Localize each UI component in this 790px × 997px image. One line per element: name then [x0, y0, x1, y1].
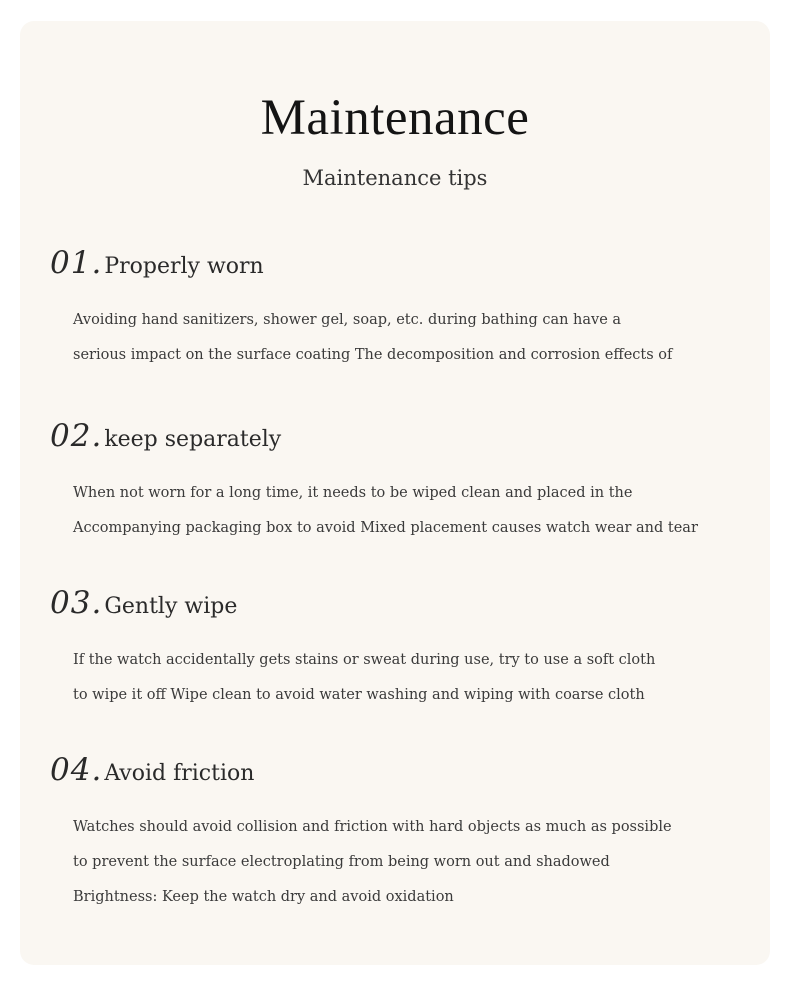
- tip-number: 01.: [50, 245, 103, 281]
- tip-title: Properly worn: [104, 254, 264, 279]
- tip-body: [50, 810, 770, 915]
- tip-line: When not worn for a long time, it needs to be wiped clean and placed in the: [73, 485, 633, 501]
- tip-line: serious impact on the surface coating The decomposition and corrosion effects of: [73, 347, 673, 363]
- tip-title: keep separately: [104, 427, 282, 452]
- tip-body: [50, 303, 770, 373]
- tip-line: Watches should avoid collision and friction with hard objects as much as possible: [73, 819, 672, 835]
- tip-line: to prevent the surface electroplating from being worn out and shadowed: [73, 854, 610, 870]
- tip-number: 02.: [50, 418, 103, 454]
- tip-title: Gently wipe: [104, 594, 238, 619]
- tip-section-1: [50, 245, 770, 373]
- tip-heading: [50, 585, 770, 629]
- tip-number: 04.: [50, 752, 103, 788]
- tip-number: 03.: [50, 585, 103, 621]
- tip-section-3: [50, 585, 770, 713]
- tip-body: [50, 476, 770, 546]
- tip-line: Accompanying packaging box to avoid Mixed placement causes watch wear and tear: [73, 520, 698, 536]
- tip-title: Avoid friction: [104, 761, 255, 786]
- tip-heading: [50, 752, 770, 796]
- tip-line: Brightness: Keep the watch dry and avoid oxidation: [73, 889, 454, 905]
- tip-line: Avoiding hand sanitizers, shower gel, soap, etc. during bathing can have a: [73, 312, 622, 328]
- page-subtitle: Maintenance tips: [302, 166, 488, 190]
- tip-heading: [50, 418, 770, 462]
- tip-section-2: [50, 418, 770, 546]
- tip-line: to wipe it off Wipe clean to avoid water washing and wiping with coarse cloth: [73, 687, 645, 703]
- tip-section-4: [50, 752, 770, 915]
- tip-line: If the watch accidentally gets stains or sweat during use, try to use a soft cloth: [73, 652, 656, 668]
- tip-heading: [50, 245, 770, 289]
- tip-body: [50, 643, 770, 713]
- page-title: Maintenance: [260, 90, 530, 146]
